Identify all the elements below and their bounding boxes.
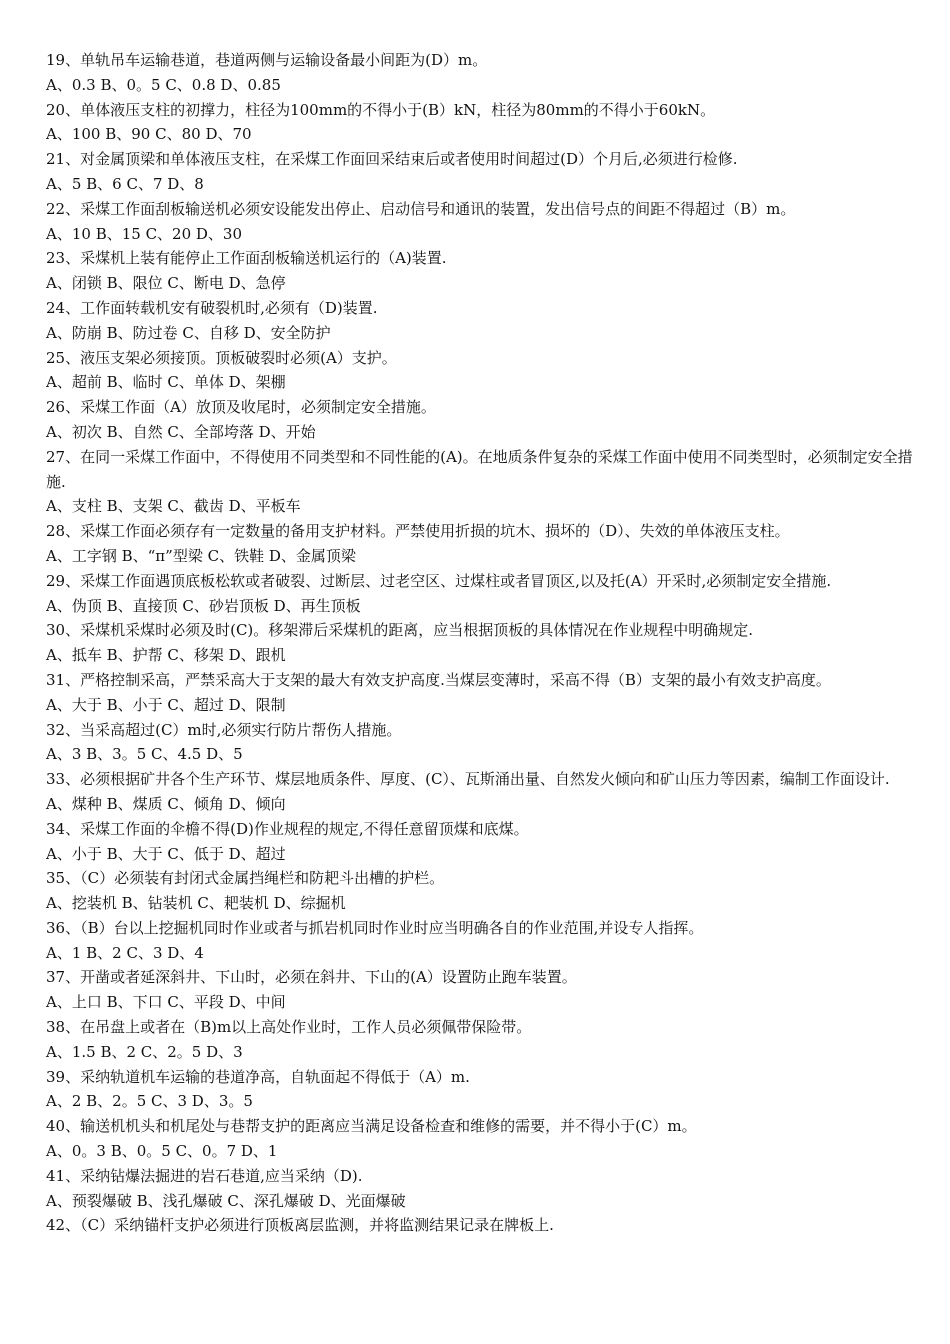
question-22: 22、采煤工作面刮板输送机必须安设能发出停止、启动信号和通讯的装置，发出信号点的间距不得超过（B）m。 <box>46 199 796 218</box>
options-41: A、预裂爆破 B、浅孔爆破 C、深孔爆破 D、光面爆破 <box>46 1191 406 1210</box>
options-28: A、工字钢 B、“π”型梁 C、铁鞋 D、金属顶梁 <box>46 546 356 565</box>
question-42: 42、（C）采纳锚杆支护必须进行顶板离层监测，并将监测结果记录在牌板上. <box>46 1216 554 1235</box>
document-body <box>46 48 916 1238</box>
options-40: A、0。3 B、0。5 C、0。7 D、1 <box>46 1142 278 1161</box>
options-32: A、3 B、3。5 C、4.5 D、5 <box>46 745 243 764</box>
question-41: 41、采纳钻爆法掘进的岩石巷道,应当采纳（D). <box>46 1166 363 1185</box>
question-33: 33、必须根据矿井各个生产环节、煤层地质条件、厚度、(C）、瓦斯涌出量、自然发火倾向和矿山压力等因素，编制工作面设计. <box>46 770 890 789</box>
question-38: 38、在吊盘上或者在（B)m以上高处作业时，工作人员必须佩带保险带。 <box>46 1018 532 1037</box>
options-24: A、防崩 B、防过卷 C、自移 D、安全防护 <box>46 323 331 342</box>
question-24: 24、工作面转载机安有破裂机时,必须有（D)装置. <box>46 298 378 317</box>
options-36: A、1 B、2 C、3 D、4 <box>46 943 204 962</box>
question-23: 23、采煤机上装有能停止工作面刮板输送机运行的（A)装置. <box>46 249 447 268</box>
question-35: 35、（C）必须装有封闭式金属挡绳栏和防耙斗出槽的护栏。 <box>46 869 445 888</box>
question-26: 26、采煤工作面（A）放顶及收尾时，必须制定安全措施。 <box>46 398 436 417</box>
options-19: A、0.3 B、0。5 C、0.8 D、0.85 <box>46 75 281 94</box>
question-25: 25、液压支架必须接顶。顶板破裂时必须(A）支护。 <box>46 348 397 367</box>
options-29: A、伪顶 B、直接顶 C、砂岩顶板 D、再生顶板 <box>46 596 361 615</box>
options-20: A、100 B、90 C、80 D、70 <box>46 125 252 144</box>
question-29: 29、采煤工作面遇顶底板松软或者破裂、过断层、过老空区、过煤柱或者冒顶区,以及托(A）开采时,必须制定安全措施. <box>46 571 832 590</box>
options-25: A、超前 B、临时 C、单体 D、架棚 <box>46 373 286 392</box>
question-19: 19、单轨吊车运输巷道，巷道两侧与运输设备最小间距为(D）m。 <box>46 51 488 69</box>
options-27: A、支柱 B、支架 C、截齿 D、平板车 <box>46 497 301 516</box>
question-40: 40、输送机机头和机尾处与巷帮支护的距离应当满足设备检查和维修的需要，并不得小于(C）m。 <box>46 1117 697 1136</box>
options-31: A、大于 B、小于 C、超过 D、限制 <box>46 695 286 714</box>
question-20: 20、单体液压支柱的初撑力，柱径为100mm的不得小于(B）kN，柱径为80mm的不得小于60kN。 <box>46 100 716 119</box>
question-28: 28、采煤工作面必须存有一定数量的备用支护材料。严禁使用折损的坑木、损坏的（D）、失效的单体液压支柱。 <box>46 522 790 541</box>
options-23: A、闭锁 B、限位 C、断电 D、急停 <box>46 274 286 293</box>
question-31: 31、严格控制采高，严禁采高大于支架的最大有效支护高度.当煤层变薄时，采高不得（B）支架的最小有效支护高度。 <box>46 670 831 689</box>
question-32: 32、当采高超过(C）m时,必须实行防片帮伤人措施。 <box>46 720 402 739</box>
options-34: A、小于 B、大于 C、低于 D、超过 <box>46 844 286 863</box>
options-30: A、抵车 B、护帮 C、移架 D、跟机 <box>46 646 286 665</box>
options-35: A、挖装机 B、钻装机 C、耙装机 D、综掘机 <box>46 894 346 913</box>
options-38: A、1.5 B、2 C、2。5 D、3 <box>46 1042 243 1061</box>
options-26: A、初次 B、自然 C、全部垮落 D、开始 <box>46 422 316 441</box>
options-37: A、上口 B、下口 C、平段 D、中间 <box>46 993 286 1012</box>
options-21: A、5 B、6 C、7 D、8 <box>46 174 204 193</box>
question-21: 21、对金属顶梁和单体液压支柱，在采煤工作面回采结束后或者使用时间超过(D）个月后,必须进行检修. <box>46 150 738 169</box>
question-39: 39、采纳轨道机车运输的巷道净高，自轨面起不得低于（A）m. <box>46 1067 470 1086</box>
question-30: 30、采煤机采煤时必须及时(C)。移架滞后采煤机的距离，应当根据顶板的具体情况在作业规程中明确规定. <box>46 621 754 640</box>
options-22: A、10 B、15 C、20 D、30 <box>46 224 243 243</box>
question-27: 27、在同一采煤工作面中，不得使用不同类型和不同性能的(A)。在地质条件复杂的采煤工作面中使用不同类型时，必须制定安全措施. <box>46 447 913 491</box>
options-33: A、煤种 B、煤质 C、倾角 D、倾向 <box>46 794 286 813</box>
options-39: A、2 B、2。5 C、3 D、3。5 <box>46 1092 253 1111</box>
question-34: 34、采煤工作面的伞檐不得(D)作业规程的规定,不得任意留顶煤和底煤。 <box>46 819 529 838</box>
question-37: 37、开凿或者延深斜井、下山时，必须在斜井、下山的(A）设置防止跑车装置。 <box>46 968 577 987</box>
question-36: 36、（B）台以上挖掘机同时作业或者与抓岩机同时作业时应当明确各自的作业范围,并设专人指挥。 <box>46 918 704 937</box>
